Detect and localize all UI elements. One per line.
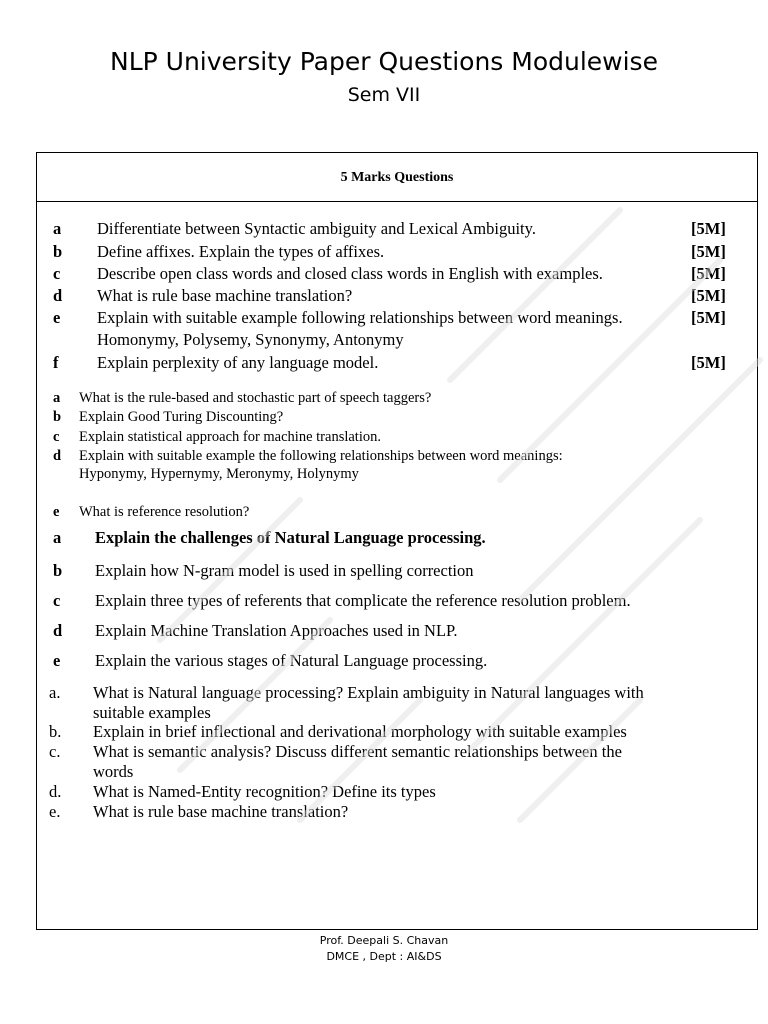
question-row	[37, 742, 757, 762]
question-row	[37, 408, 757, 427]
question-letter: b.	[49, 722, 62, 741]
question-text: Hyponymy, Hypernymy, Meronymy, Holynymy	[79, 466, 359, 482]
marks-label: [5M]	[691, 286, 726, 305]
footer-author: Prof. Deepali S. Chavan	[319, 934, 449, 947]
question-text: Describe open class words and closed class words in English with examples.	[97, 264, 603, 283]
question-row	[37, 389, 757, 408]
question-row	[37, 782, 757, 802]
question-text: Explain statistical approach for machine translation.	[79, 429, 381, 445]
question-letter: d	[53, 286, 63, 305]
question-text: Define affixes. Explain the types of affixes.	[97, 242, 385, 261]
question-text: What is rule base machine translation?	[93, 802, 349, 821]
question-row	[37, 352, 757, 374]
question-text: Explain perplexity of any language model.	[97, 353, 379, 372]
question-letter: d	[53, 621, 63, 640]
question-letter: d	[53, 448, 62, 464]
question-text: Explain the challenges of Natural Language processing.	[95, 528, 486, 547]
question-letter: a.	[49, 683, 61, 702]
question-text: What is Natural language processing? Explain ambiguity in Natural languages with	[93, 683, 644, 702]
page-title: NLP University Paper Questions Modulewise	[110, 47, 658, 76]
question-text: words	[93, 762, 134, 781]
question-text: Explain the various stages of Natural Language processing.	[95, 651, 488, 670]
question-row	[37, 428, 757, 447]
question-row	[37, 527, 757, 549]
question-letter: a	[53, 390, 61, 406]
question-letter: c.	[49, 742, 61, 761]
question-row	[37, 762, 757, 782]
section-header: 5 Marks Questions	[37, 153, 757, 202]
question-row	[37, 683, 757, 703]
question-row	[37, 218, 757, 240]
question-text: What is reference resolution?	[79, 504, 250, 520]
question-text: Explain in brief inflectional and derivational morphology with suitable examples	[93, 722, 627, 741]
question-letter: d.	[49, 782, 62, 801]
marks-label: [5M]	[691, 242, 726, 261]
question-text: What is Named-Entity recognition? Define its types	[93, 782, 436, 801]
question-row	[37, 503, 757, 522]
marks-label: [5M]	[691, 219, 726, 238]
question-letter: f	[53, 353, 59, 372]
question-row	[37, 285, 757, 307]
question-row	[37, 590, 757, 612]
question-row	[37, 241, 757, 263]
page-subtitle: Sem VII	[347, 84, 421, 106]
question-row	[37, 447, 757, 466]
question-row	[37, 703, 757, 723]
question-row	[37, 307, 757, 329]
marks-label: [5M]	[691, 308, 726, 327]
question-letter: c	[53, 591, 61, 610]
question-text: Explain how N-gram model is used in spelling correction	[95, 561, 474, 580]
question-text: Explain Machine Translation Approaches used in NLP.	[95, 621, 458, 640]
question-letter: a	[53, 219, 62, 238]
question-text: Explain Good Turing Discounting?	[79, 409, 284, 425]
question-letter: b	[53, 561, 63, 580]
question-row	[37, 722, 757, 742]
question-letter: e	[53, 308, 61, 327]
question-row	[37, 329, 757, 351]
marks-label: [5M]	[691, 264, 726, 283]
question-letter: e	[53, 651, 61, 670]
question-text: What is rule base machine translation?	[97, 286, 353, 305]
question-row	[37, 620, 757, 642]
question-text: Differentiate between Syntactic ambiguity and Lexical Ambiguity.	[97, 219, 536, 238]
footer-dept: DMCE , Dept : AI&DS	[326, 950, 442, 963]
question-text: Explain with suitable example following relationships between word meanings.	[97, 308, 623, 327]
question-letter: c	[53, 264, 61, 283]
question-row	[37, 560, 757, 582]
question-text: What is semantic analysis? Discuss different semantic relationships between the	[93, 742, 622, 761]
question-row	[37, 465, 757, 484]
question-letter: a	[53, 528, 62, 547]
question-text: suitable examples	[93, 703, 211, 722]
question-text: What is the rule-based and stochastic part of speech taggers?	[79, 390, 432, 406]
question-row	[37, 802, 757, 822]
question-letter: e	[53, 504, 60, 520]
marks-label: [5M]	[691, 353, 726, 372]
question-row	[37, 263, 757, 285]
question-text: Explain three types of referents that complicate the reference resolution problem.	[95, 591, 631, 610]
question-row	[37, 650, 757, 672]
question-letter: b	[53, 242, 63, 261]
question-letter: e.	[49, 802, 61, 821]
question-text: Explain with suitable example the following relationships between word meanings:	[79, 448, 563, 464]
question-text: Homonymy, Polysemy, Synonymy, Antonymy	[97, 330, 404, 349]
question-letter: c	[53, 429, 60, 445]
question-letter: b	[53, 409, 62, 425]
questions-box	[36, 152, 758, 930]
